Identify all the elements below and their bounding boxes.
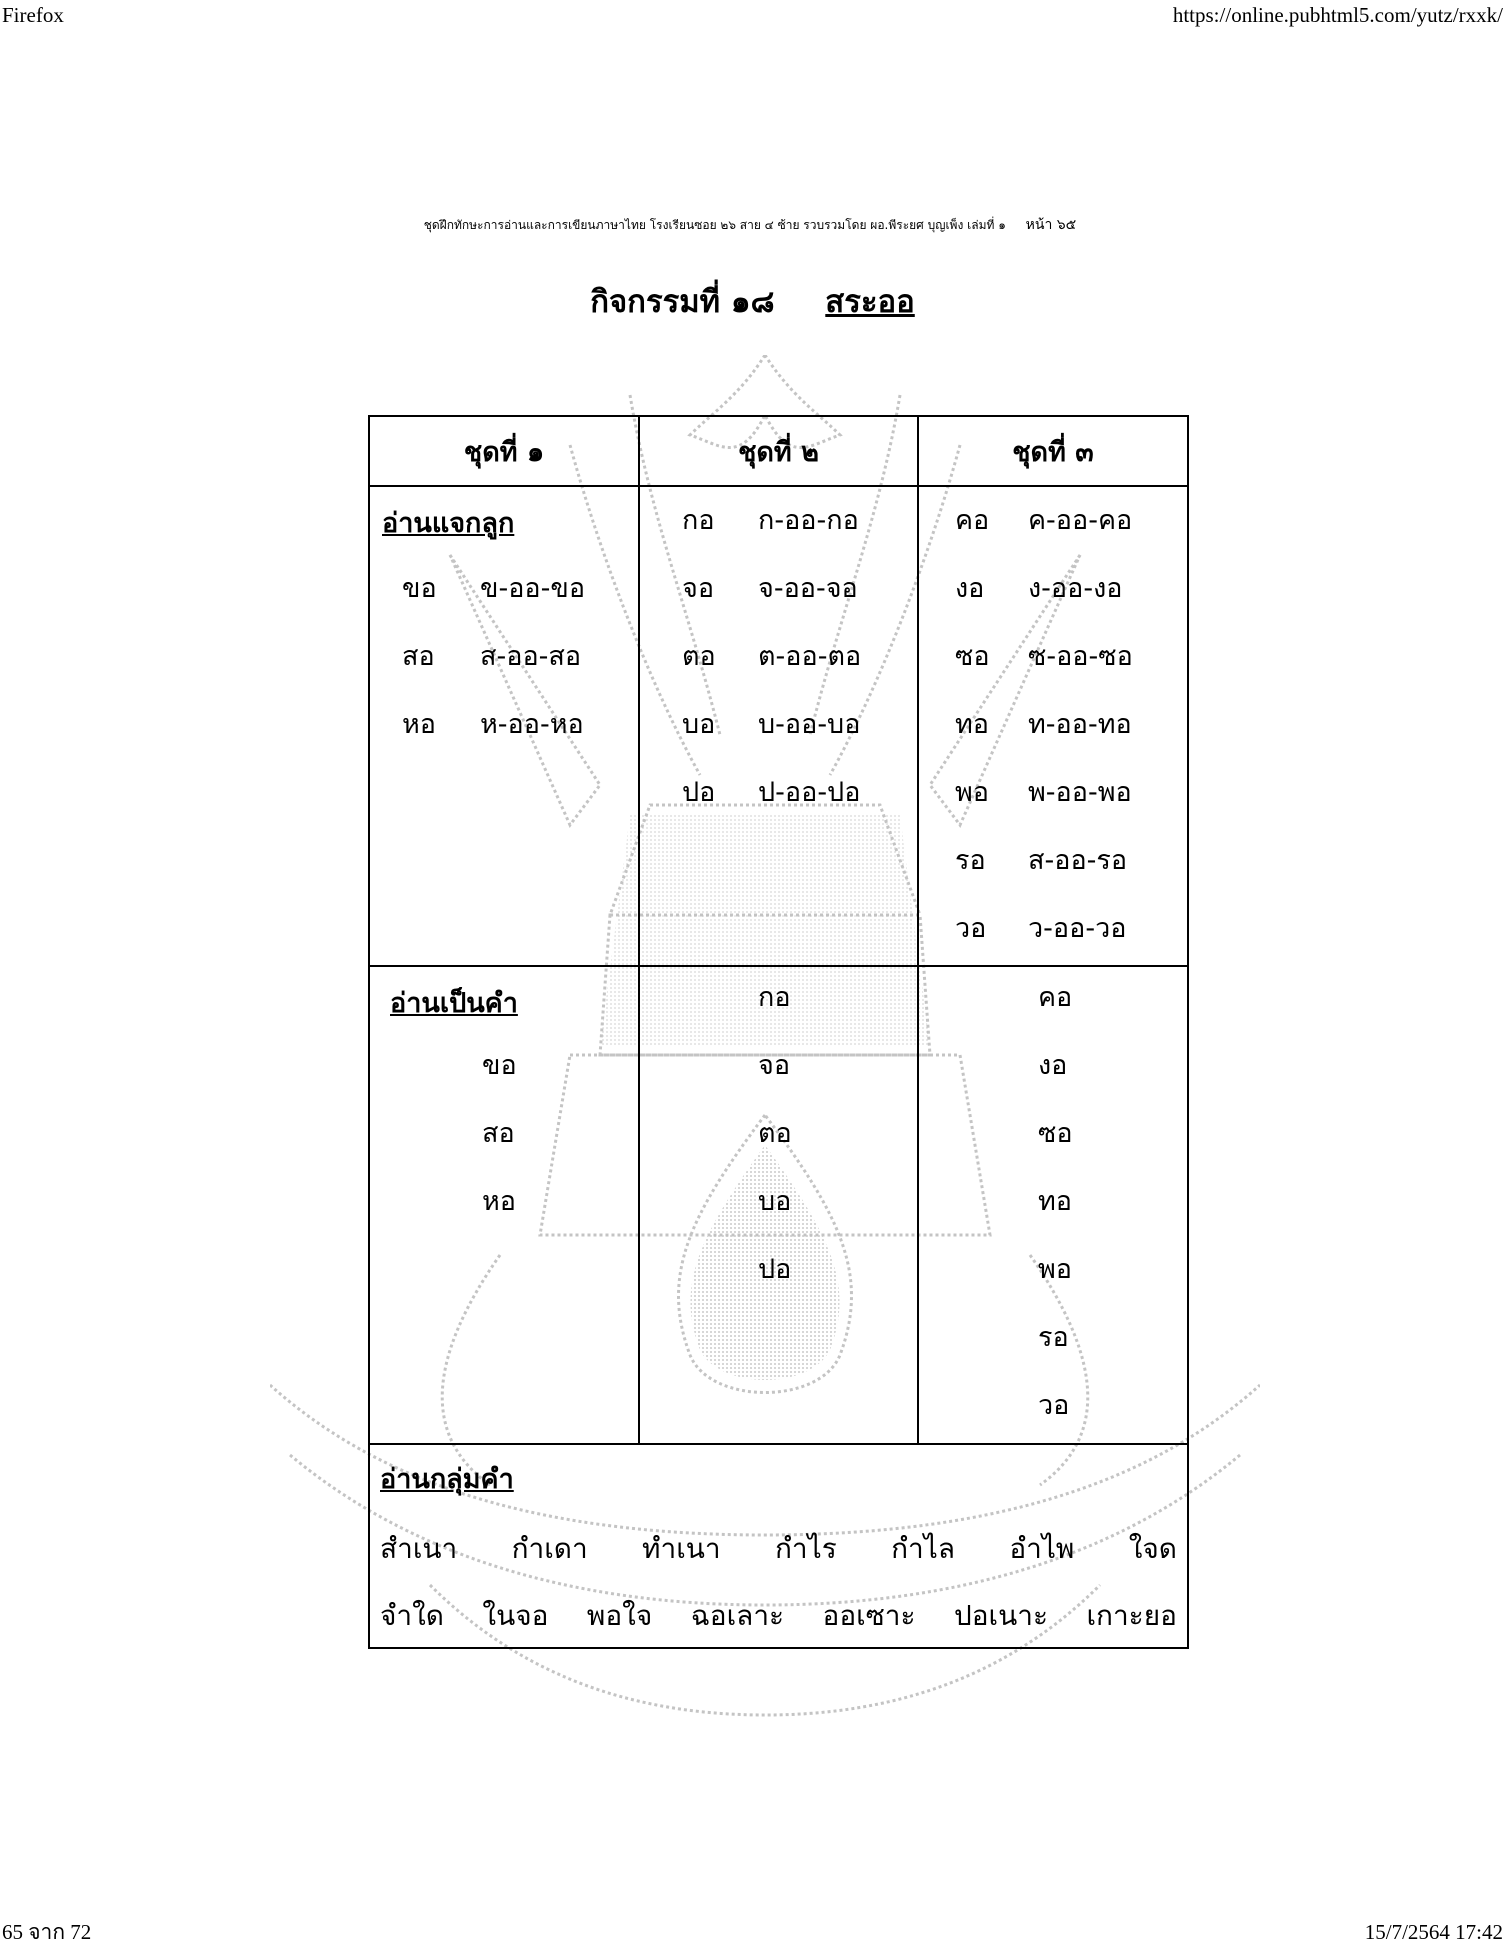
set2-spelling: ต-ออ-ตอ: [758, 641, 862, 672]
phrase: ฉอเลาะ: [690, 1599, 785, 1632]
page-title: [0, 276, 1505, 326]
set2-syllable: จอ: [682, 573, 715, 604]
phrase: กำไร: [774, 1532, 837, 1565]
phrase: กำเดา: [511, 1532, 588, 1565]
page-counter: 65 จาก 72: [2, 1920, 92, 1944]
set2-syllable: กอ: [682, 505, 715, 536]
browser-app-name: Firefox: [2, 3, 64, 27]
set3-spelling: ค-ออ-คอ: [1028, 505, 1133, 536]
column-divider-2: [917, 417, 919, 1443]
set3-syllable: งอ: [955, 573, 985, 604]
set3-word: ทอ: [1038, 1186, 1073, 1217]
set2-spelling: จ-ออ-จอ: [758, 573, 858, 604]
set2-word: ตอ: [758, 1118, 792, 1149]
set1-word: หอ: [482, 1186, 517, 1217]
phrase: ออเซาะ: [822, 1599, 916, 1632]
set3-syllable: พอ: [955, 777, 990, 808]
set1-word: ขอ: [482, 1050, 517, 1081]
set2-word: บอ: [758, 1186, 792, 1217]
set3-word: วอ: [1038, 1390, 1070, 1421]
set3-word: ซอ: [1038, 1118, 1073, 1149]
set3-spelling: ส-ออ-รอ: [1028, 845, 1128, 876]
phrase: สำเนา: [380, 1532, 458, 1565]
phrase: ทำเนา: [642, 1532, 721, 1565]
page-number: หน้า ๖๕: [1025, 217, 1077, 233]
set2-word: กอ: [758, 982, 791, 1013]
phrase: อำไพ: [1009, 1532, 1075, 1565]
set2-syllable: ตอ: [682, 641, 716, 672]
set3-word: พอ: [1038, 1254, 1073, 1285]
phrase: ปอเนาะ: [953, 1599, 1048, 1632]
set1-spelling: ห-ออ-หอ: [480, 709, 584, 740]
set3-syllable: ทอ: [955, 709, 990, 740]
header-set-3: ชุดที่ ๓: [1012, 436, 1094, 468]
phrase: เกาะยอ: [1086, 1599, 1177, 1632]
header-divider: [370, 485, 1187, 487]
set1-syllable: สอ: [402, 641, 435, 672]
set1-spelling: ข-ออ-ขอ: [480, 573, 586, 604]
set3-spelling: ว-ออ-วอ: [1028, 913, 1127, 944]
set2-spelling: ก-ออ-กอ: [758, 505, 859, 536]
set2-syllable: ปอ: [682, 777, 716, 808]
spelling-section-label: อ่านแจกลูก: [382, 508, 515, 539]
running-head: [200, 214, 1300, 236]
column-divider-1: [638, 417, 640, 1443]
phrase: ในจอ: [482, 1599, 549, 1632]
set3-spelling: พ-ออ-พอ: [1028, 777, 1132, 808]
activity-title: กิจกรรมที่ ๑๘: [590, 284, 775, 320]
set1-syllable: ขอ: [402, 573, 437, 604]
set3-spelling: ง-ออ-งอ: [1028, 573, 1123, 604]
set3-syllable: คอ: [955, 505, 990, 536]
set3-word: รอ: [1038, 1322, 1069, 1353]
set3-word: คอ: [1038, 982, 1073, 1013]
set2-syllable: บอ: [682, 709, 716, 740]
set1-word: สอ: [482, 1118, 515, 1149]
set3-syllable: วอ: [955, 913, 987, 944]
page-url: https://online.pubhtml5.com/yutz/rxxk/: [1172, 3, 1503, 27]
words-section-label: อ่านเป็นคำ: [390, 988, 518, 1019]
phrases-section-label: อ่านกลุ่มคำ: [380, 1464, 514, 1495]
print-datetime: 15/7/2564 17:42: [1364, 1920, 1503, 1944]
phrase: กำไล: [891, 1532, 955, 1565]
section-divider-2: [370, 1443, 1187, 1445]
set3-spelling: ซ-ออ-ซอ: [1028, 641, 1133, 672]
phrase: จำใด: [380, 1599, 444, 1632]
reading-table: [368, 415, 1189, 1649]
phrase-row-1: [380, 1527, 1177, 1571]
set3-syllable: รอ: [955, 845, 986, 876]
phrase-row-2: [380, 1594, 1177, 1638]
set3-spelling: ท-ออ-ทอ: [1028, 709, 1132, 740]
header-set-2: ชุดที่ ๒: [738, 436, 819, 468]
set2-word: จอ: [758, 1050, 791, 1081]
section-divider-1: [370, 965, 1187, 967]
phrase: พอใจ: [586, 1599, 653, 1632]
running-head-text: ชุดฝึกทักษะการอ่านและการเขียนภาษาไทย โรงเรียนซอย ๒๖ สาย ๔ ซ้าย รวบรวมโดย ผอ.พีระยศ บุญเพ็ง เล่มที่ ๑: [423, 218, 1006, 232]
set1-syllable: หอ: [402, 709, 437, 740]
set3-syllable: ซอ: [955, 641, 990, 672]
set2-spelling: บ-ออ-บอ: [758, 709, 861, 740]
set3-word: งอ: [1038, 1050, 1068, 1081]
vowel-title: สระออ: [825, 284, 915, 320]
set2-spelling: ป-ออ-ปอ: [758, 777, 861, 808]
phrase: ใจด: [1128, 1532, 1177, 1565]
set2-word: ปอ: [758, 1254, 792, 1285]
header-set-1: ชุดที่ ๑: [463, 436, 545, 468]
set1-spelling: ส-ออ-สอ: [480, 641, 582, 672]
